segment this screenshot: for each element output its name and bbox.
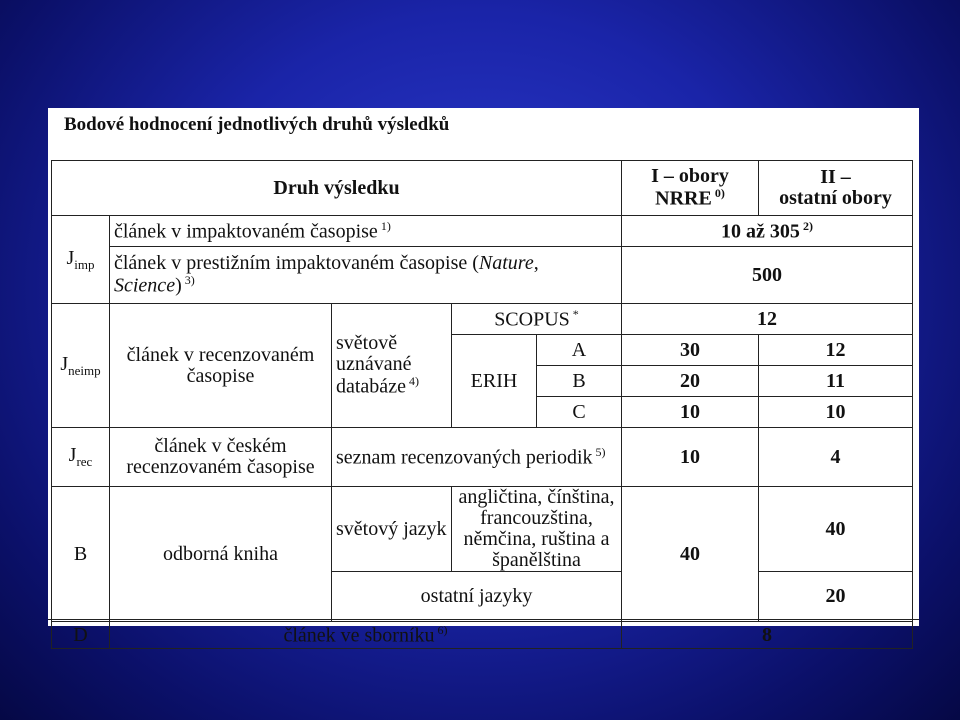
- other-languages-label: ostatní jazyky: [332, 572, 622, 622]
- proceedings-article: článek ve sborníku $^{6)}$: [110, 622, 622, 649]
- category-jimp: $J_{imp}$: [52, 216, 110, 304]
- jimp-prestige-value: 500: [622, 247, 913, 304]
- footnote-ref: 0): [714, 186, 725, 201]
- table-cut-edge: [48, 619, 919, 626]
- world-language-value: 40: [759, 487, 913, 572]
- erih-value-col1: 30: [622, 335, 759, 366]
- erih-value-col2: 11: [759, 366, 913, 397]
- jimp-impact-article: článek v impaktovaném časopise $^{1)}$: [110, 216, 622, 247]
- erih-category: C: [537, 397, 622, 428]
- erih-value-col2: 10: [759, 397, 913, 428]
- category-jneimp: $J_{neimp}$: [52, 304, 110, 428]
- table-row: [52, 487, 913, 572]
- category-d: D: [52, 622, 110, 649]
- book-description: odborná kniha: [110, 487, 332, 622]
- erih-value-col1: 10: [622, 397, 759, 428]
- jrec-periodicals: seznam recenzovaných periodik $^{5)}$: [332, 428, 622, 487]
- jimp-impact-value: 10 až 305 $^{2)}$: [622, 216, 913, 247]
- erih-label: ERIH: [452, 335, 537, 428]
- jrec-value-col1: 10: [622, 428, 759, 487]
- jneimp-description: článek v recenzovaném časopise: [110, 304, 332, 428]
- jneimp-databases: světově uznávané databáze $^{4)}$: [332, 304, 452, 428]
- header-druh: Druh výsledku: [52, 161, 622, 216]
- erih-category: B: [537, 366, 622, 397]
- jimp-prestige-article: článek v prestižním impaktovaném časopise (Nature, Science) $^{3)}$: [110, 247, 622, 304]
- jrec-value-col2: 4: [759, 428, 913, 487]
- document-title: Bodové hodnocení jednotlivých druhů výsledků: [64, 114, 450, 135]
- world-languages-list: angličtina, čínština, francouzština, němčina, ruština a španělština: [452, 487, 622, 572]
- world-language-label: světový jazyk: [332, 487, 452, 572]
- proceedings-value: 8: [622, 622, 913, 649]
- erih-value-col1: 20: [622, 366, 759, 397]
- scopus-value: 12: [622, 304, 913, 335]
- header-col2: II – ostatní obory: [759, 161, 913, 216]
- table-row: [52, 247, 913, 304]
- other-languages-value: 20: [759, 572, 913, 622]
- book-value-col1: 40: [622, 487, 759, 622]
- jrec-description: článek v českém recenzovaném časopise: [110, 428, 332, 487]
- header-col1: I – obory NRRE $^{0)}$: [622, 161, 759, 216]
- table-document: [48, 108, 919, 647]
- table-header-row: [52, 161, 913, 216]
- erih-category: A: [537, 335, 622, 366]
- table-row: [52, 216, 913, 247]
- category-b: B: [52, 487, 110, 622]
- table-row: [52, 304, 913, 335]
- erih-value-col2: 12: [759, 335, 913, 366]
- scopus-label: SCOPUS *: [452, 304, 622, 335]
- scoring-table: [51, 160, 913, 649]
- table-row: [52, 428, 913, 487]
- category-jrec: $J_{rec}$: [52, 428, 110, 487]
